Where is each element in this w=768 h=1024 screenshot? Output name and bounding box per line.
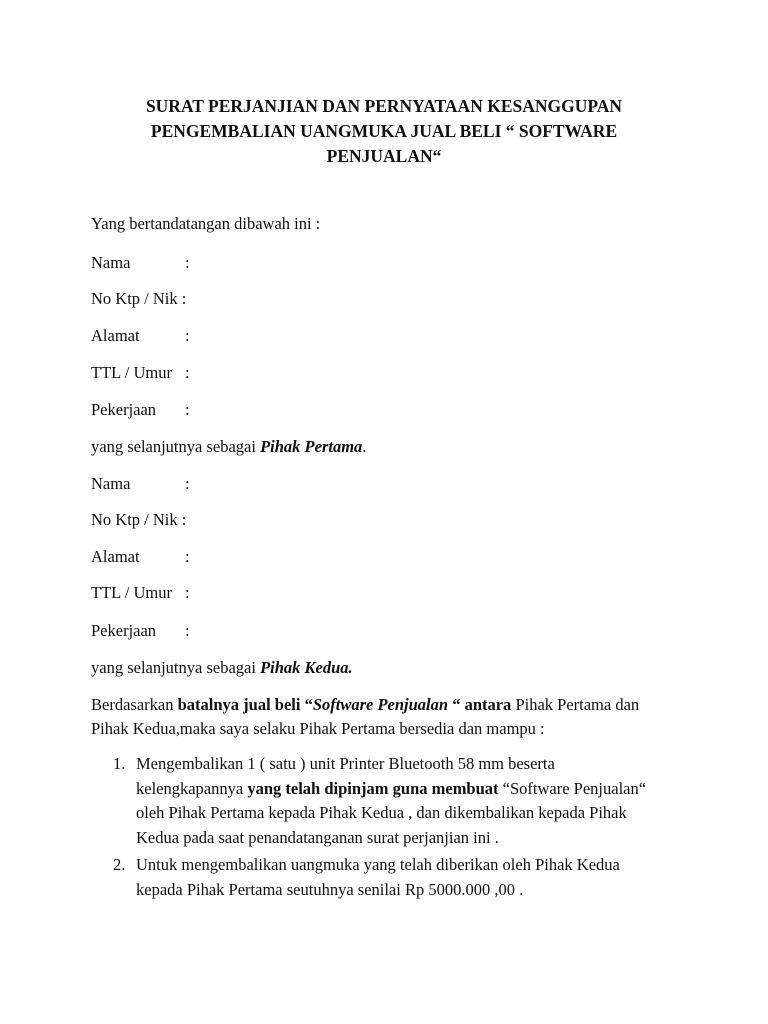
field-colon: : (185, 400, 190, 419)
field-label: TTL / Umur (91, 363, 172, 382)
title-line-3: PENJUALAN“ (326, 146, 442, 166)
field-colon: : (185, 621, 190, 640)
intro-text: Yang bertandatangan dibawah ini : (91, 214, 321, 233)
obligations-list (91, 752, 691, 902)
list-line: Mengembalikan 1 ( satu ) unit Printer Bluetooth 58 mm beserta (136, 754, 555, 773)
party-one-name-field (91, 253, 190, 273)
statement-software-name: Software Penjualan (312, 695, 449, 714)
party-one-job-field (91, 400, 190, 420)
party-one-address-field (91, 326, 190, 346)
field-label: Pekerjaan (91, 400, 157, 419)
list-number: 2. (113, 854, 126, 874)
field-label: Pekerjaan (91, 621, 157, 640)
party-two-role: Pihak Kedua. (260, 658, 353, 677)
field-label: Nama (91, 474, 131, 493)
list-line: oleh Pihak Pertama kepada Pihak Kedua , dan dikembalikan kepada Pihak (136, 803, 627, 823)
list-line (136, 777, 691, 802)
party-one-role: Pihak Pertama (260, 437, 363, 456)
list-line: kepada Pihak Pertama seutuhnya senilai Rp 5000.000 ,00 . (136, 879, 524, 899)
closing-suffix: . (362, 437, 367, 456)
list-emphasis: yang telah dipinjam guna membuat (247, 778, 499, 798)
statement-emphasis: “ antara (448, 695, 512, 714)
party-one-closing (91, 437, 366, 457)
title-line-2: PENGEMBALIAN UANGMUKA JUAL BELI “ SOFTWARE (150, 121, 618, 141)
list-text: kelengkapannya (136, 778, 248, 798)
list-line: Untuk mengembalikan uangmuka yang telah diberikan oleh Pihak Kedua (136, 854, 620, 874)
party-two-ktp-field (91, 510, 186, 530)
field-label: No Ktp / Nik : (91, 289, 187, 308)
title-line-1: SURAT PERJANJIAN DAN PERNYATAAN KESANGGUPAN (145, 96, 623, 116)
field-colon: : (185, 583, 190, 602)
party-two-ttl-field (91, 583, 190, 603)
field-colon: : (185, 474, 190, 493)
field-label: TTL / Umur (91, 583, 172, 602)
list-text: “Software Penjualan“ (498, 778, 647, 798)
field-label: Nama (91, 253, 131, 272)
list-item (91, 853, 691, 902)
party-two-job-field (91, 621, 190, 641)
party-two-address-field (91, 547, 190, 567)
statement-part: Pihak Pertama dan (511, 695, 640, 714)
field-colon: : (185, 326, 190, 345)
field-label: No Ktp / Nik : (91, 510, 187, 529)
document-title (60, 94, 708, 169)
list-number: 1. (113, 754, 126, 773)
party-one-ttl-field (91, 363, 190, 383)
statement-line-2: Pihak Kedua,maka saya selaku Pihak Pertama bersedia dan mampu : (91, 719, 545, 738)
closing-text: yang selanjutnya sebagai (91, 658, 261, 677)
party-two-name-field (91, 474, 190, 494)
closing-text: yang selanjutnya sebagai (91, 437, 261, 456)
field-label: Alamat (91, 547, 140, 566)
field-colon: : (185, 547, 190, 566)
statement-part: Berdasarkan (91, 695, 178, 714)
statement-emphasis: batalnya jual beli “ (177, 695, 313, 714)
party-two-closing (91, 658, 353, 678)
field-colon: : (185, 363, 190, 382)
statement-line-1 (91, 695, 639, 715)
list-item (91, 752, 691, 851)
party-one-ktp-field (91, 289, 186, 309)
list-line: Kedua pada saat penandatanganan surat perjanjian ini . (136, 828, 499, 848)
field-colon: : (185, 253, 190, 272)
field-label: Alamat (91, 326, 140, 345)
